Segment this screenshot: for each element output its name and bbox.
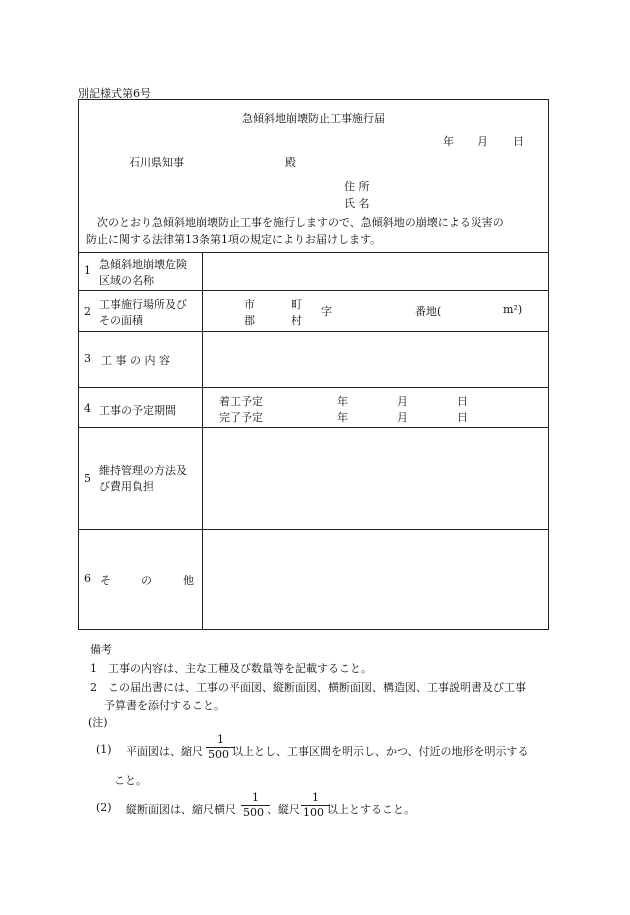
intro-text-line1: 次のとおり急傾斜地崩壊防止工事を施行しますので、急傾斜地の崩壊による災害の	[97, 216, 504, 229]
row3-label: 工 事 の 内 容	[101, 354, 170, 367]
note1-fraction-denominator: 500	[206, 747, 235, 762]
row5-number: 5	[84, 472, 91, 485]
row5-label-line2: び費用負担	[99, 480, 154, 493]
row2-town: 町	[291, 298, 302, 311]
row4-end-month: 月	[397, 411, 408, 424]
remarks-heading: 備考	[90, 643, 112, 656]
remarks-item2-line2: 予算書を添付すること。	[104, 699, 225, 712]
note2-text-post: 以上とすること。	[327, 803, 415, 816]
date-month: 月	[477, 135, 488, 148]
row6-label-c: 他	[183, 574, 194, 587]
row4-start-month: 月	[397, 395, 408, 408]
remarks-item1: 1 工事の内容は、主な工種及び数量等を記載すること。	[90, 662, 372, 675]
row6-number: 6	[84, 572, 91, 585]
note2-text-pre: 縦断面図は、縮尺横尺	[126, 803, 236, 816]
notes-heading: (注)	[88, 716, 108, 729]
row2-label-line2: その面積	[99, 314, 143, 327]
note1-text-post: 以上とし、工事区間を明示し、かつ、付近の地形を明示する	[232, 745, 529, 758]
row4-end-year: 年	[337, 411, 348, 424]
row6-label-b: の	[141, 574, 152, 587]
note1-number: (1)	[96, 743, 112, 756]
row2-aza: 字	[321, 305, 332, 318]
row4-label: 工事の予定期間	[99, 404, 176, 417]
row3-number: 3	[84, 352, 91, 365]
note2-scale-fraction-horizontal	[243, 791, 268, 820]
addressee-honorific: 殿	[285, 156, 296, 169]
addressee-name: 石川県知事	[129, 156, 184, 169]
row-divider	[79, 252, 548, 253]
row5-label-line1: 維持管理の方法及	[99, 464, 187, 477]
row2-area-unit: m²)	[503, 303, 523, 316]
row1-number: 1	[84, 264, 91, 277]
row-divider	[79, 290, 548, 291]
row-divider	[79, 529, 548, 530]
row4-number: 4	[84, 402, 91, 415]
note1-scale-fraction	[208, 733, 233, 762]
row-divider	[79, 331, 548, 332]
applicant-address-label: 住 所	[344, 180, 370, 193]
row1-label-line2: 区域の名称	[99, 274, 154, 287]
row-divider	[79, 427, 548, 428]
row2-number: 2	[84, 305, 91, 318]
row2-village: 村	[291, 314, 302, 327]
applicant-name-label: 氏 名	[344, 197, 370, 210]
note1-text-pre: 平面図は、縮尺	[126, 745, 203, 758]
note2-scale-fraction-vertical	[303, 791, 328, 820]
row4-end-label: 完了予定	[219, 411, 263, 424]
note2-number: (2)	[96, 801, 112, 814]
row6-label-a: そ	[100, 574, 111, 587]
row4-start-year: 年	[337, 395, 348, 408]
note2-fraction2-denominator: 100	[301, 805, 330, 820]
note2-fraction1-denominator: 500	[241, 805, 270, 820]
column-divider	[202, 252, 203, 629]
row1-label-line1: 急傾斜地崩壊危険	[99, 258, 187, 271]
intro-text-line2: 防止に関する法律第13条第1項の規定によりお届けします。	[86, 233, 382, 246]
row4-end-day: 日	[457, 411, 468, 424]
note2-fraction2-numerator: 1	[312, 791, 319, 804]
row2-city: 市	[244, 298, 255, 311]
row4-start-label: 着工予定	[219, 395, 263, 408]
note2-fraction1-numerator: 1	[252, 791, 259, 804]
row4-start-day: 日	[457, 395, 468, 408]
date-year: 年	[443, 135, 454, 148]
form-frame	[78, 99, 549, 630]
row-divider	[79, 387, 548, 388]
note1-fraction-numerator: 1	[217, 733, 224, 746]
remarks-item2-line1: 2 この届出書には、工事の平面図、縦断面図、横断面図、構造図、工事説明書及び工事	[90, 681, 526, 694]
row2-gun: 郡	[244, 314, 255, 327]
form-label: 別記様式第6号	[78, 87, 151, 100]
row2-label-line1: 工事施行場所及び	[99, 298, 187, 311]
note1-text-cont: こと。	[114, 774, 147, 787]
note2-text-mid: 、縦尺	[267, 803, 300, 816]
row2-banchi: 番地(	[415, 305, 442, 318]
date-day: 日	[513, 135, 524, 148]
form-title: 急傾斜地崩壊防止工事施行届	[242, 112, 385, 125]
